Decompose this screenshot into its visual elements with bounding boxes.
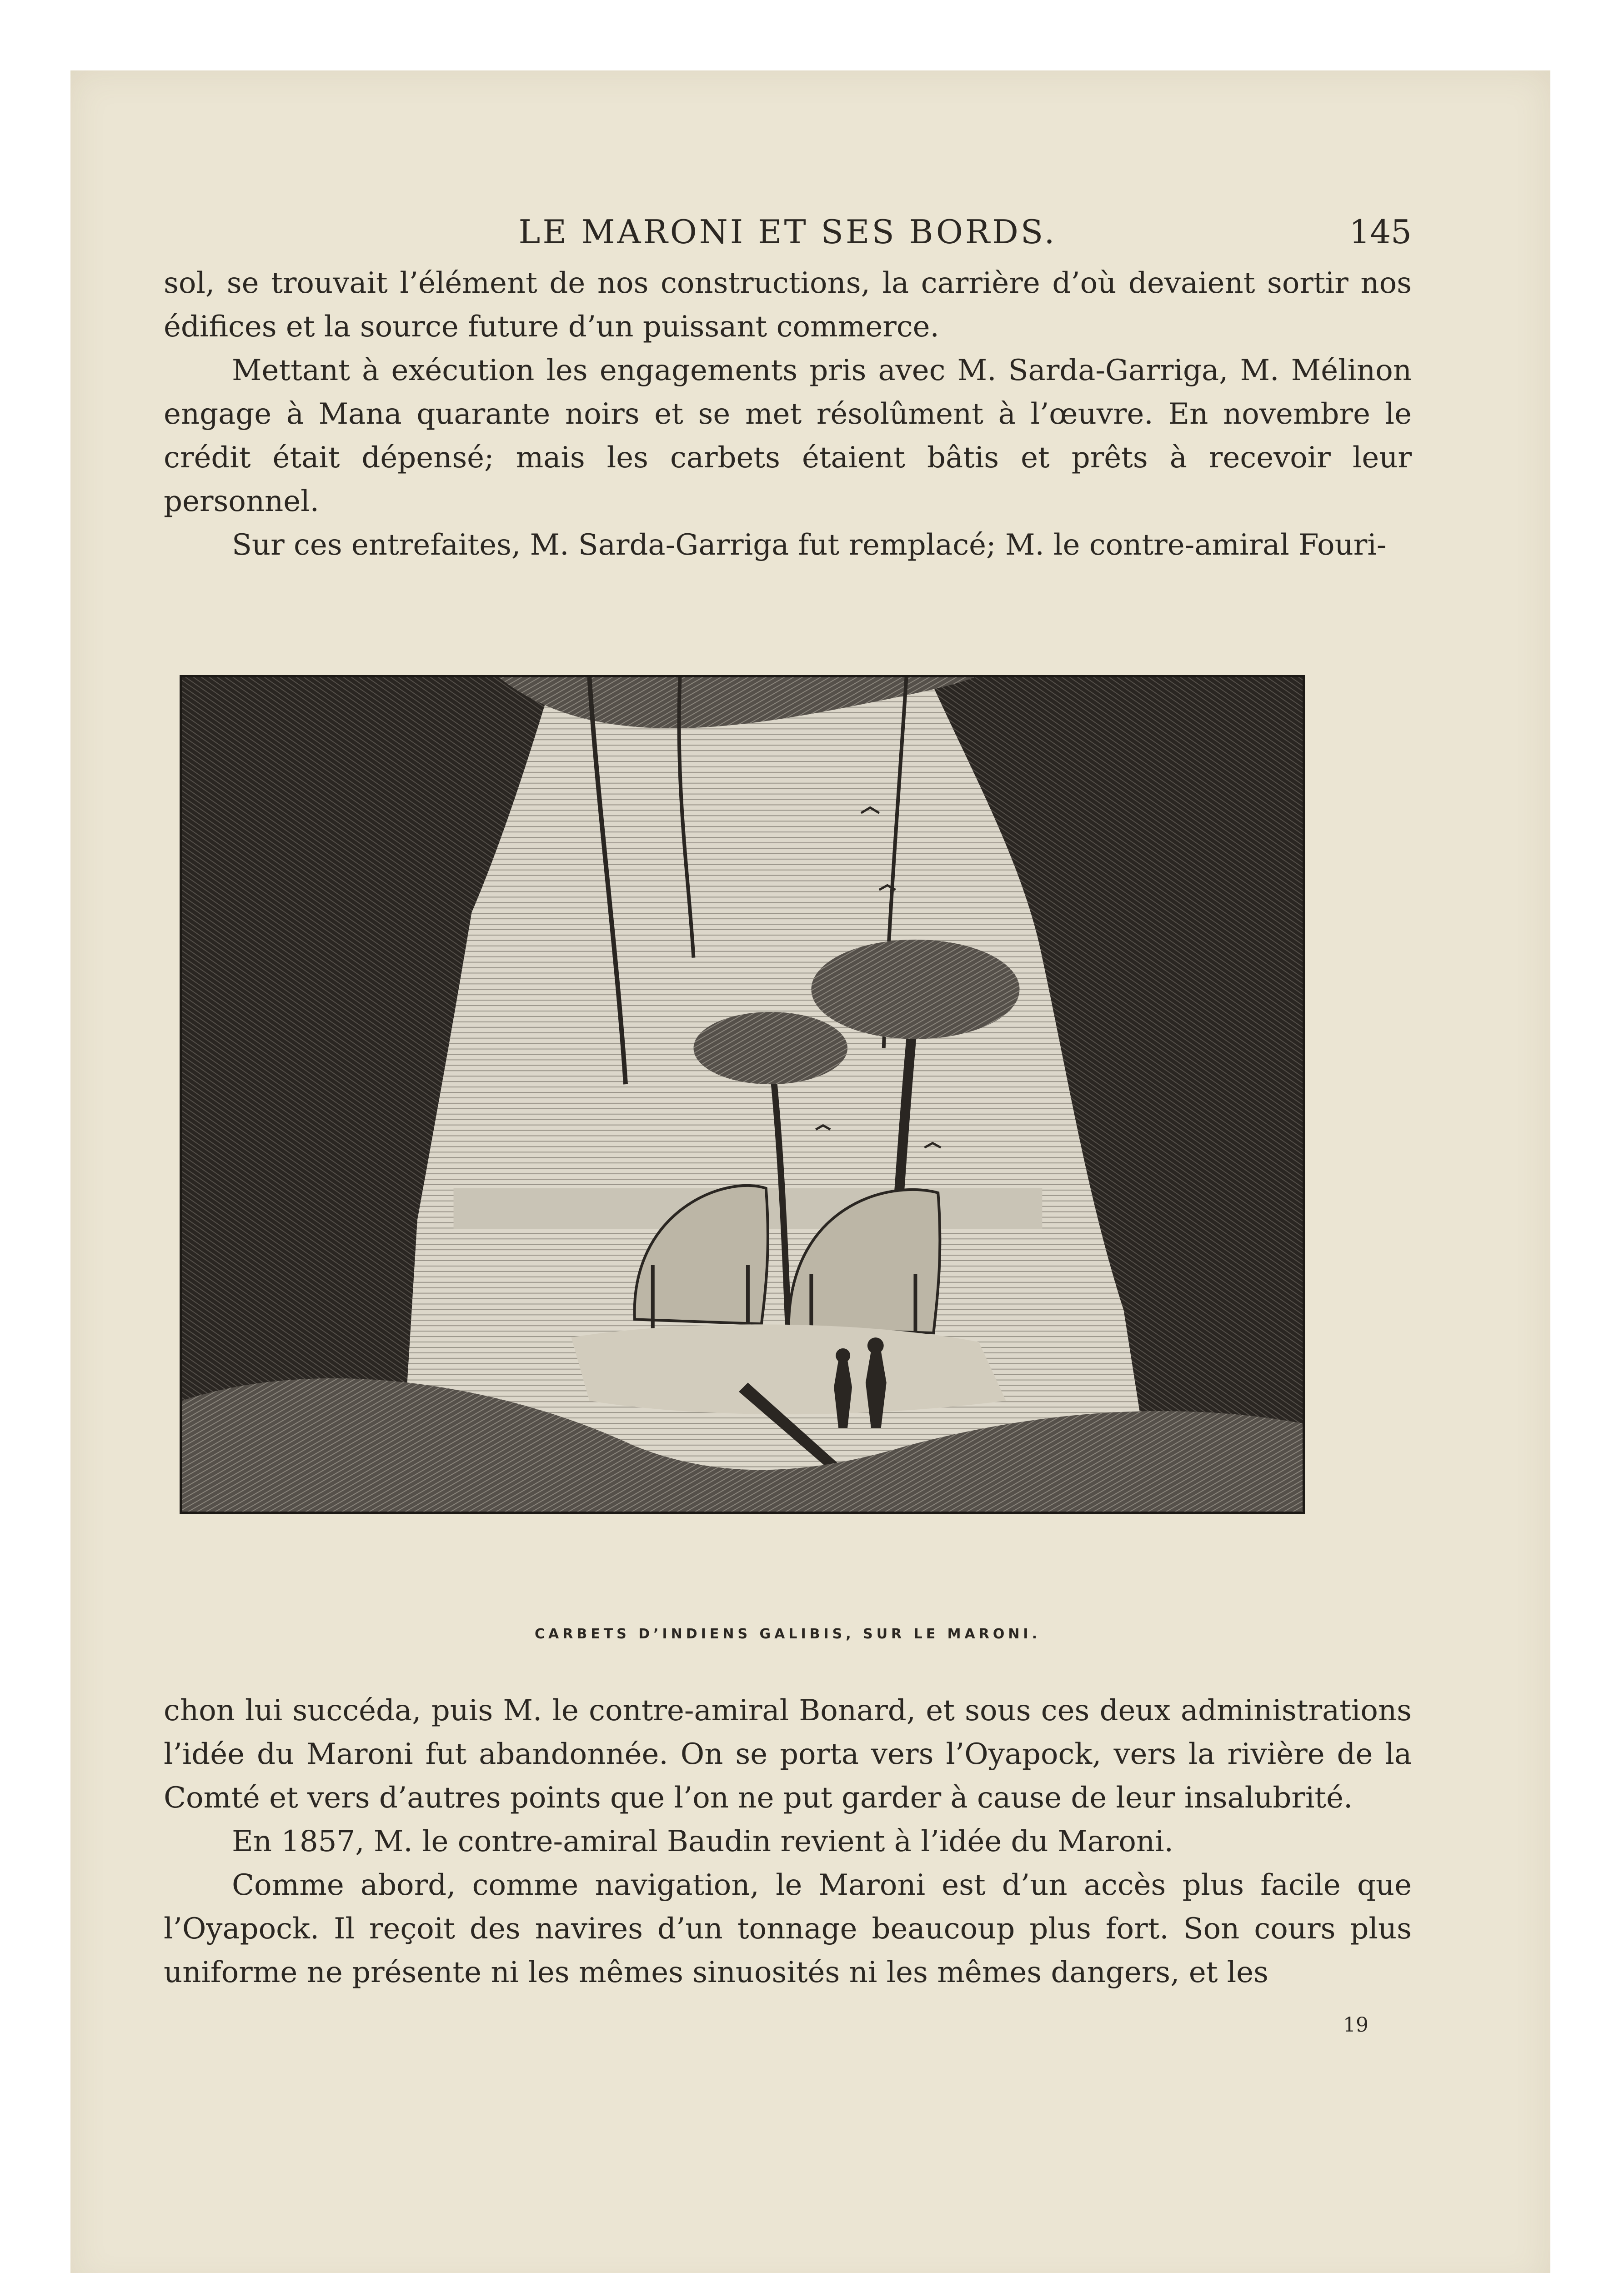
figure-caption: CARBETS D’INDIENS GALIBIS, SUR LE MARONI. — [535, 1626, 1041, 1642]
paragraph: sol, se trouvait l’élément de nos constructions, la carrière d’où devaient sortir nos édifices et la source future d’un puissant commerce. — [164, 266, 1412, 344]
paragraph: Comme abord, comme navigation, le Maroni est d’un accès plus facile que l’Oyapock. Il reçoit des navires d’un tonnage beaucoup plus fort. Son cours plus uniforme ne présente ni les mêmes sinuosités ni les mêmes dangers, et les — [164, 1868, 1412, 1989]
paragraph: Sur ces entrefaites, M. Sarda-Garriga fut remplacé; M. le contre-amiral Fouri- — [232, 528, 1387, 562]
paragraph: chon lui succéda, puis M. le contre-amiral Bonard, et sous ces deux administrations l’idée du Maroni fut abandonnée. On se porta vers l’Oyapock, vers la rivière de la Comté et vers d’autres points que l’on ne put garder à cause de leur insalubrité. — [164, 1694, 1412, 1815]
running-title: LE MARONI ET SES BORDS. — [518, 213, 1057, 251]
signature-mark: 19 — [1343, 2013, 1368, 2037]
paragraph: Mettant à exécution les engagements pris avec M. Sarda-Garriga, M. Mélinon engage à Mana quarante noirs et se met résolûment à l’œuvre. En novembre le crédit était dépensé; mais les carbets étaient bâtis et prêts à recevoir leur personnel. — [164, 354, 1412, 518]
engraving-illustration — [180, 675, 1305, 1514]
body-text-bottom — [164, 1689, 1412, 1994]
book-page — [70, 70, 1550, 2273]
page-number: 145 — [1349, 213, 1412, 251]
running-head — [164, 207, 1412, 257]
engraving-picture — [182, 677, 1303, 1512]
body-text-top — [164, 261, 1412, 567]
paragraph: En 1857, M. le contre-amiral Baudin revient à l’idée du Maroni. — [232, 1825, 1173, 1858]
